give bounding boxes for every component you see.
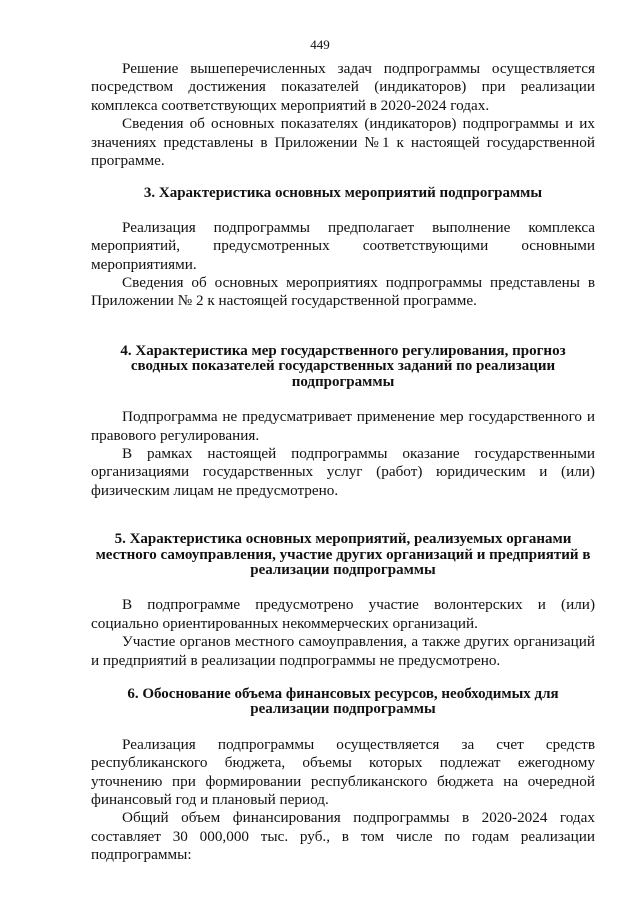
section-5-paragraph-1: В подпрограмме предусмотрено участие волонтерских и (или) социально ориентированных некоммерческих организаций. bbox=[91, 596, 595, 632]
section-6-paragraph-1: Реализация подпрограммы осуществляется за счет средств республиканского бюджета, объемы которых подлежат ежегодному уточнению при формировании республиканского бюджета на очередной финансовый год и плановый период. bbox=[91, 735, 595, 808]
intro-paragraph-1: Решение вышеперечисленных задач подпрограммы осуществляется посредством достижения показателей (индикаторов) при реализации комплекса соответствующих мероприятий в 2020-2024 годах. bbox=[91, 60, 595, 114]
page-number: 449 bbox=[310, 37, 330, 52]
section-4-paragraph-2: В рамках настоящей подпрограммы оказание государственными организациями государственных услуг (работ) юридическим и (или) физическим лицам не предусмотрено. bbox=[91, 444, 595, 499]
section-3-paragraph-1: Реализация подпрограммы предполагает выполнение комплекса мероприятий, предусмотренных соответствующими основными мероприятиями. bbox=[91, 218, 595, 273]
section-6-paragraph-2: Общий объем финансирования подпрограммы в 2020-2024 годах составляет 30 000,000 тыс. руб., в том числе по годам реализации подпрограммы: bbox=[91, 809, 595, 864]
section-5-paragraph-2: Участие органов местного самоуправления, а также других организаций и предприятий в реализации подпрограммы не предусмотрено. bbox=[91, 633, 595, 669]
intro-paragraph-2: Сведения об основных показателях (индикаторов) подпрограммы и их значениях представлены в Приложении №1 к настоящей государственной программе. bbox=[91, 115, 595, 170]
section-4-heading: 4. Характеристика мер государственного регулирования, прогноз сводных показателей государственных заданий по реализации подпрограммы bbox=[120, 342, 566, 390]
section-5-heading: 5. Характеристика основных мероприятий, реализуемых органами местного самоуправления, участие других организаций и предприятий в реализации подпрограммы bbox=[95, 531, 591, 578]
document-body bbox=[91, 60, 595, 865]
section-3-paragraph-2: Сведения об основных мероприятиях подпрограммы представлены в Приложении № 2 к настоящей государственной программе. bbox=[91, 274, 595, 310]
section-6-heading: 6. Обоснование объема финансовых ресурсов, необходимых для реализации подпрограммы bbox=[127, 685, 559, 718]
section-4-paragraph-1: Подпрограмма не предусматривает применение мер государственного и правового регулирования. bbox=[91, 408, 595, 444]
section-3-heading: 3. Характеристика основных мероприятий подпрограммы bbox=[143, 185, 543, 202]
